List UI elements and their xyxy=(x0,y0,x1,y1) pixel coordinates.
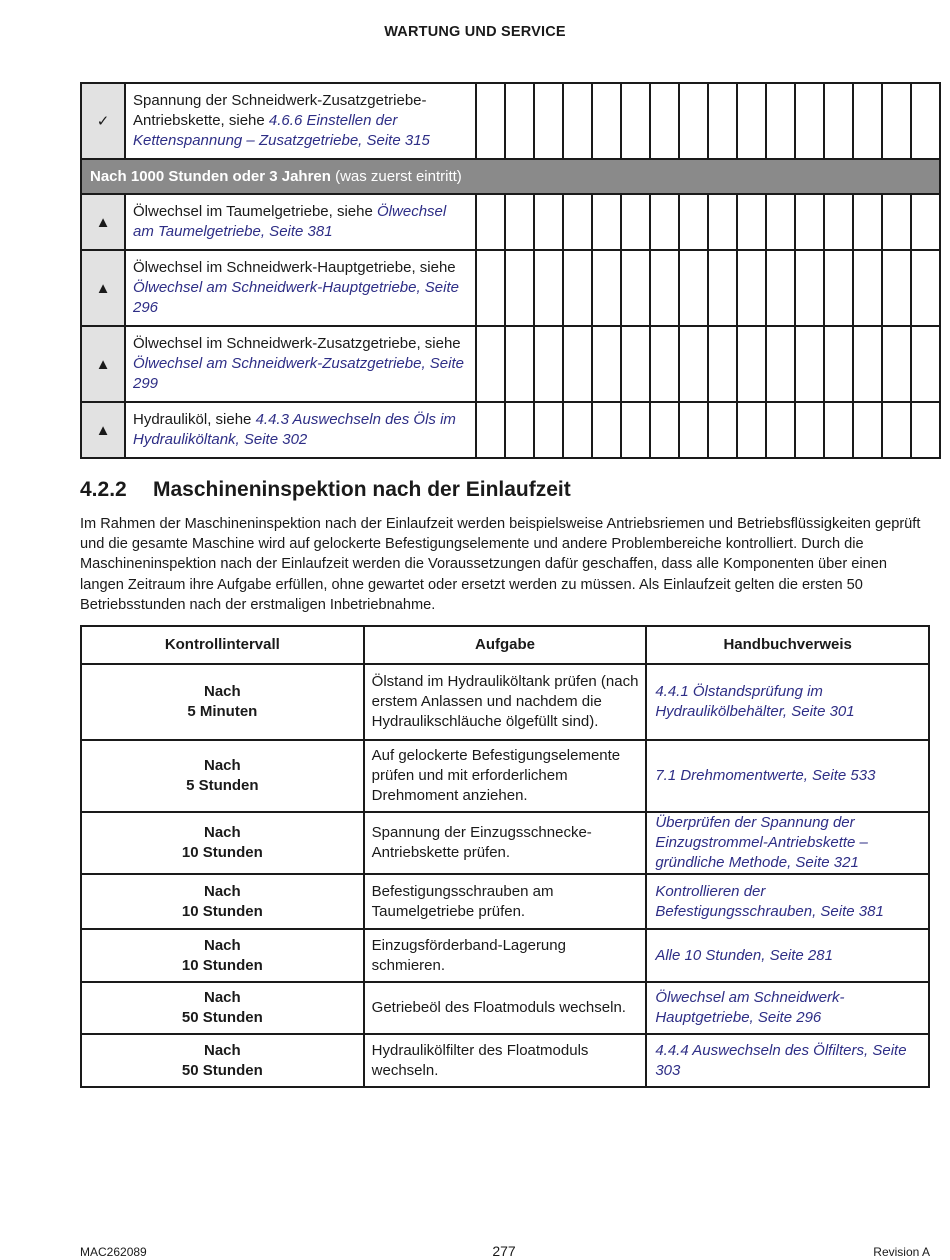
checklist-box[interactable] xyxy=(592,326,621,402)
checklist-box[interactable] xyxy=(737,83,766,159)
interval-value: 10 Stunden xyxy=(181,902,263,920)
inspection-row xyxy=(81,664,929,740)
interval-cell xyxy=(81,740,364,812)
checklist-task xyxy=(125,326,476,402)
checklist-task xyxy=(125,194,476,250)
task-reference-link[interactable]: Ölwechsel am Schneidwerk-Hauptgetriebe, Seite 296 xyxy=(133,279,459,316)
section-label xyxy=(81,159,940,194)
section-label-bold: Nach 1000 Stunden oder 3 Jahren xyxy=(90,168,331,185)
manual-reference-link[interactable]: 4.4.4 Auswechseln des Ölfilters, Seite 303 xyxy=(655,1041,907,1079)
section-number: 4.2.2 xyxy=(80,478,127,501)
task-cell: Auf gelockerte Befestigungselemente prüfen und mit erforderlichem Drehmoment anziehen. xyxy=(364,740,647,812)
reference-cell xyxy=(646,929,929,982)
checklist-box[interactable] xyxy=(911,83,940,159)
checklist-box[interactable] xyxy=(476,326,505,402)
checklist-box[interactable] xyxy=(650,83,679,159)
checklist-box[interactable] xyxy=(476,194,505,250)
inspection-header-row xyxy=(81,626,929,664)
checklist-box[interactable] xyxy=(824,250,853,326)
checklist-box[interactable] xyxy=(679,326,708,402)
checklist-box[interactable] xyxy=(795,326,824,402)
checklist-box[interactable] xyxy=(737,250,766,326)
checklist-box[interactable] xyxy=(911,250,940,326)
checklist-box[interactable] xyxy=(563,326,592,402)
checklist-box[interactable] xyxy=(563,402,592,458)
reference-cell xyxy=(646,982,929,1034)
checklist-box[interactable] xyxy=(592,83,621,159)
checklist-box[interactable] xyxy=(795,402,824,458)
checklist-row xyxy=(81,250,940,326)
task-text: Ölwechsel im Schneidwerk-Hauptgetriebe, siehe xyxy=(133,259,456,276)
task-reference-link[interactable]: 4.6.6 Einstellen der Kettenspannung – Zusatzgetriebe, Seite 315 xyxy=(133,112,430,149)
checklist-box[interactable] xyxy=(708,250,737,326)
checklist-box[interactable] xyxy=(911,326,940,402)
inspection-row xyxy=(81,929,929,982)
checklist-box[interactable] xyxy=(505,83,534,159)
interval-cell xyxy=(81,929,364,982)
checklist-box[interactable] xyxy=(534,250,563,326)
task-reference-link[interactable]: Ölwechsel am Schneidwerk-Zusatzgetriebe, Seite 299 xyxy=(133,355,464,392)
checklist-box[interactable] xyxy=(795,194,824,250)
checklist-box[interactable] xyxy=(911,194,940,250)
checklist-box[interactable] xyxy=(737,402,766,458)
checklist-section-row xyxy=(81,159,940,194)
interval-cell xyxy=(81,982,364,1034)
checklist-box[interactable] xyxy=(650,402,679,458)
checklist-box[interactable] xyxy=(621,402,650,458)
section-paragraph: Im Rahmen der Maschineninspektion nach der Einlaufzeit werden beispielsweise Antriebsriemen und Betriebsflüssigkeiten geprüft und die gesamte Maschine wird auf gelockerte Befestigungselemente und andere Problembereiche kontrolliert. Durch die Maschineninspektion nach der Einlaufzeit werden die Voraussetzungen dafür geschaffen, dass alle Komponenten über einen langen Zeitraum ihre Aufgabe erfüllen, ohne gewartet oder ersetzt werden zu müssen. Als Einlaufzeit gelten die ersten 50 Betriebsstunden nach der erstmaligen Inbetriebnahme. xyxy=(80,516,921,613)
manual-reference-link[interactable]: Kontrollieren der Befestigungsschrauben, Seite 381 xyxy=(655,882,884,920)
checklist-box[interactable] xyxy=(708,83,737,159)
header-interval: Kontrollintervall xyxy=(81,626,364,664)
task-text: Ölwechsel im Taumelgetriebe, siehe xyxy=(133,203,378,220)
interval-value: 50 Stunden xyxy=(181,1061,263,1079)
interval-value: 5 Stunden xyxy=(186,777,259,794)
maintenance-checklist xyxy=(80,82,941,459)
footer-page-number: 277 xyxy=(492,1243,516,1259)
checklist-task xyxy=(125,402,476,458)
checklist-box[interactable] xyxy=(505,194,534,250)
interval-value: 5 Minuten xyxy=(187,703,258,720)
interval-value: 50 Stunden xyxy=(181,1009,263,1026)
page-header: WARTUNG UND SERVICE xyxy=(384,24,566,40)
checklist-box[interactable] xyxy=(679,402,708,458)
checklist-box[interactable] xyxy=(679,83,708,159)
checklist-box[interactable] xyxy=(824,194,853,250)
interval-cell xyxy=(81,812,364,874)
checklist-box[interactable] xyxy=(476,250,505,326)
checklist-box[interactable] xyxy=(882,250,911,326)
inspection-row xyxy=(81,740,929,812)
checklist-box[interactable] xyxy=(882,83,911,159)
inspection-row xyxy=(81,1034,929,1087)
checklist-box[interactable] xyxy=(679,194,708,250)
checklist-box[interactable] xyxy=(882,194,911,250)
interval-label: Nach xyxy=(203,824,241,841)
checklist-box[interactable] xyxy=(534,194,563,250)
manual-reference-link[interactable]: 7.1 Drehmomentwerte, Seite 533 xyxy=(655,767,876,784)
checklist-box[interactable] xyxy=(795,83,824,159)
checklist-box[interactable] xyxy=(708,402,737,458)
inspection-row xyxy=(81,812,929,874)
task-text: Hydrauliköl, siehe xyxy=(133,411,256,428)
check-mark-icon: ✓ xyxy=(81,83,125,159)
task-cell: Befestigungsschrauben am Taumelgetriebe prüfen. xyxy=(364,874,647,929)
checklist-box[interactable] xyxy=(621,194,650,250)
task-text: Ölwechsel im Schneidwerk-Zusatzgetriebe, siehe xyxy=(133,335,461,352)
checklist-box[interactable] xyxy=(476,83,505,159)
checklist-box[interactable] xyxy=(853,402,882,458)
task-reference-link[interactable]: 4.4.3 Auswechseln des Öls im Hydrauliköltank, Seite 302 xyxy=(133,411,456,448)
footer-doc-id: MAC262089 xyxy=(80,1245,147,1259)
section-title: Maschineninspektion nach der Einlaufzeit xyxy=(153,478,571,501)
checklist-box[interactable] xyxy=(592,194,621,250)
task-cell: Ölstand im Hydrauliköltank prüfen (nach erstem Anlassen und nachdem die Hydraulikschläuche ölgefüllt sind). xyxy=(364,664,647,740)
interval-cell xyxy=(81,1034,364,1087)
checklist-box[interactable] xyxy=(621,326,650,402)
manual-reference-link[interactable]: Überprüfen der Spannung der Einzugstrommel-Antriebskette – gründliche Methode, Seite 321 xyxy=(655,814,868,871)
checklist-row xyxy=(81,194,940,250)
interval-label: Nach xyxy=(203,757,241,774)
checklist-box[interactable] xyxy=(708,326,737,402)
checklist-box[interactable] xyxy=(824,402,853,458)
checklist-box[interactable] xyxy=(766,326,795,402)
checklist-box[interactable] xyxy=(766,194,795,250)
interval-cell xyxy=(81,664,364,740)
interval-label: Nach xyxy=(203,936,241,954)
checklist-task xyxy=(125,83,476,159)
checklist-box[interactable] xyxy=(534,326,563,402)
manual-reference-link[interactable]: Ölwechsel am Schneidwerk-Hauptgetriebe, Seite 296 xyxy=(655,989,845,1026)
checklist-box[interactable] xyxy=(505,326,534,402)
checklist-box[interactable] xyxy=(650,250,679,326)
inspection-table xyxy=(80,625,930,1088)
interval-label: Nach xyxy=(203,683,241,700)
checklist-box[interactable] xyxy=(737,194,766,250)
checklist-row xyxy=(81,83,940,159)
task-reference-link[interactable]: Ölwechsel am Taumelgetriebe, Seite 381 xyxy=(133,203,447,240)
warning-triangle-icon: ▲ xyxy=(81,326,125,402)
task-cell: Einzugsförderband-Lagerung schmieren. xyxy=(364,929,647,982)
checklist-box[interactable] xyxy=(853,194,882,250)
reference-cell xyxy=(646,740,929,812)
checklist-box[interactable] xyxy=(882,402,911,458)
interval-label: Nach xyxy=(203,882,241,900)
inspection-row xyxy=(81,874,929,929)
checklist-row xyxy=(81,326,940,402)
checklist-box[interactable] xyxy=(476,402,505,458)
interval-cell xyxy=(81,874,364,929)
interval-label: Nach xyxy=(203,989,241,1006)
section-heading xyxy=(80,478,571,502)
checklist-box[interactable] xyxy=(621,83,650,159)
checklist-box[interactable] xyxy=(563,83,592,159)
checklist-box[interactable] xyxy=(766,83,795,159)
checklist-box[interactable] xyxy=(650,194,679,250)
checklist-box[interactable] xyxy=(592,402,621,458)
checklist-box[interactable] xyxy=(766,402,795,458)
manual-reference-link[interactable]: 4.4.1 Ölstandsprüfung im Hydraulikölbehälter, Seite 301 xyxy=(655,683,855,720)
checklist-box[interactable] xyxy=(795,250,824,326)
checklist-box[interactable] xyxy=(824,83,853,159)
checklist-task xyxy=(125,250,476,326)
warning-triangle-icon: ▲ xyxy=(81,194,125,250)
reference-cell xyxy=(646,874,929,929)
reference-cell xyxy=(646,664,929,740)
header-task: Aufgabe xyxy=(364,626,647,664)
checklist-box[interactable] xyxy=(621,250,650,326)
warning-triangle-icon: ▲ xyxy=(81,250,125,326)
interval-value: 10 Stunden xyxy=(181,956,263,974)
reference-cell xyxy=(646,812,929,874)
checklist-box[interactable] xyxy=(882,326,911,402)
checklist-box[interactable] xyxy=(824,326,853,402)
checklist-box[interactable] xyxy=(592,250,621,326)
checklist-box[interactable] xyxy=(650,326,679,402)
checklist-row xyxy=(81,402,940,458)
checklist-box[interactable] xyxy=(505,250,534,326)
header-reference: Handbuchverweis xyxy=(646,626,929,664)
checklist-box[interactable] xyxy=(563,194,592,250)
checklist-box[interactable] xyxy=(911,402,940,458)
warning-triangle-icon: ▲ xyxy=(81,402,125,458)
checklist-box[interactable] xyxy=(534,83,563,159)
task-cell: Hydraulikölfilter des Floatmoduls wechseln. xyxy=(364,1034,647,1087)
checklist-box[interactable] xyxy=(853,250,882,326)
inspection-row xyxy=(81,982,929,1034)
checklist-box[interactable] xyxy=(737,326,766,402)
checklist-box[interactable] xyxy=(853,83,882,159)
checklist-box[interactable] xyxy=(534,402,563,458)
reference-cell xyxy=(646,1034,929,1087)
interval-value: 10 Stunden xyxy=(181,844,263,861)
checklist-box[interactable] xyxy=(766,250,795,326)
checklist-box[interactable] xyxy=(853,326,882,402)
task-cell: Spannung der Einzugsschnecke-Antriebskette prüfen. xyxy=(364,812,647,874)
task-text: Spannung der Schneidwerk-Zusatzgetriebe-Antriebskette, siehe xyxy=(133,92,427,129)
checklist-box[interactable] xyxy=(563,250,592,326)
checklist-box[interactable] xyxy=(708,194,737,250)
footer-revision: Revision A xyxy=(873,1245,930,1259)
interval-label: Nach xyxy=(203,1041,241,1059)
checklist-box[interactable] xyxy=(505,402,534,458)
manual-reference-link[interactable]: Alle 10 Stunden, Seite 281 xyxy=(655,946,833,964)
section-label-note: (was zuerst eintritt) xyxy=(330,168,462,185)
task-cell: Getriebeöl des Floatmoduls wechseln. xyxy=(364,982,647,1034)
checklist-box[interactable] xyxy=(679,250,708,326)
